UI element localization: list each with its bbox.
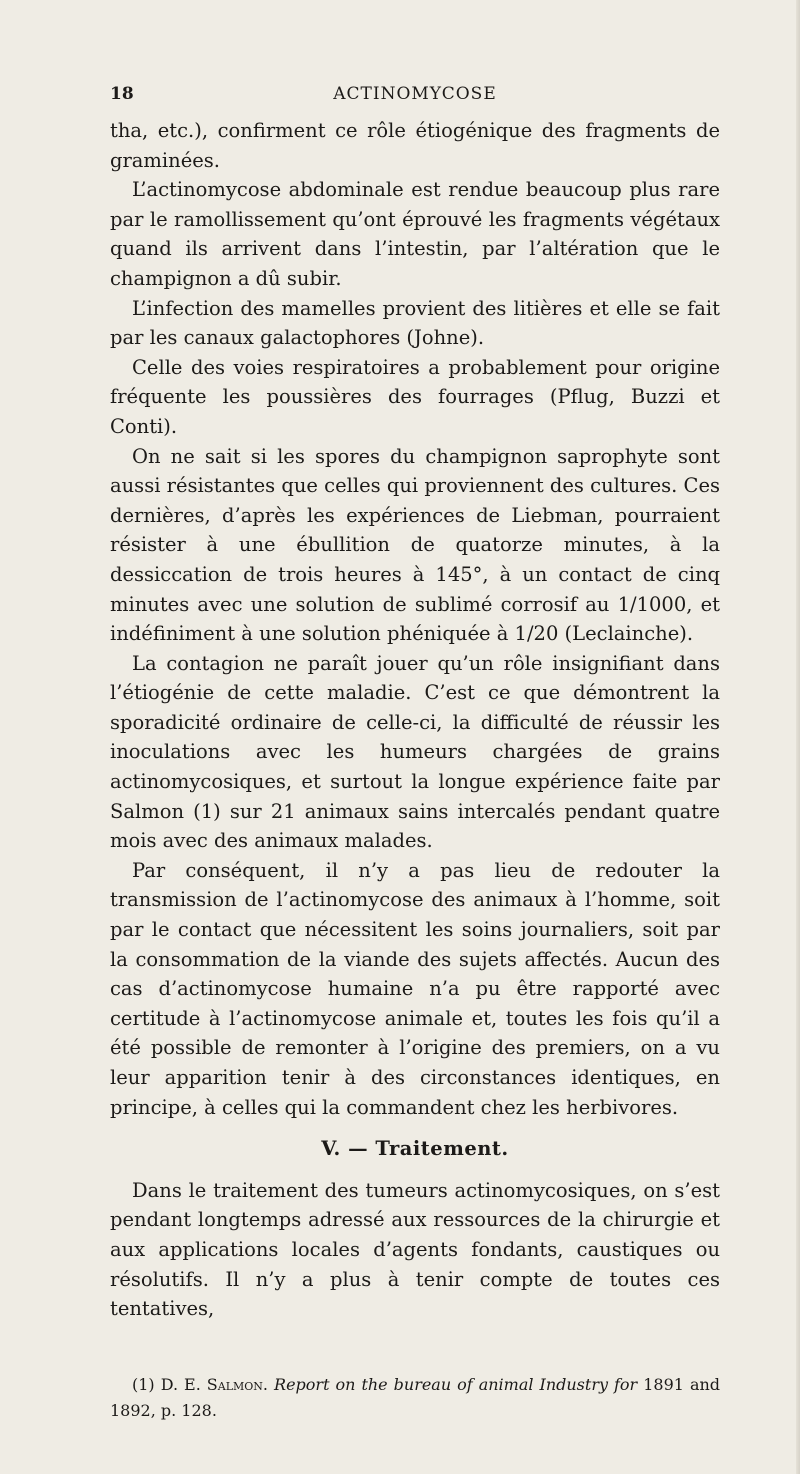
main-text [110,116,720,1324]
paragraph-2: L’actinomycose abdominale est rendue beaucoup plus rare par le ramollissement qu’ont éprouvé les fragments végétaux quand ils arrivent dans l’intestin, par l’altération que le champignon a dû subir. [110,178,720,290]
paragraph-6: La contagion ne paraît jouer qu’un rôle insignifiant dans l’étiogénie de cette maladie. C’est ce que démontrent la sporadicité ordinaire de celle-ci, la difficulté de réussir les inoculations avec les humeurs chargées de grains actinomycosiques, et surtout la longue expérience faite par Salmon (1) sur 21 animaux sains intercalés pendant quatre mois avec des animaux malades. [110,651,720,853]
footnote-author: D. E. Salmon. [160,1375,269,1394]
page-number: 18 [110,84,134,104]
page-edge-shadow [796,0,800,1474]
footnote-marker: (1) [132,1375,155,1394]
paragraph-1: tha, etc.), confirment ce rôle étiogénique des fragments de graminées. [110,119,720,172]
section-paragraph: Dans le traitement des tumeurs actinomycosiques, on s’est pendant longtemps adressé aux ressources de la chirurgie et aux applications locales d’agents fondants, caustiques ou résolutifs. Il n’y a plus à tenir compte de toutes ces tentatives, [110,1178,720,1321]
footnote [110,1372,720,1424]
page-header [110,84,720,110]
paragraph-4: Celle des voies respiratoires a probablement pour origine fréquente les poussières des fourrages (Pflug, Buzzi et Conti). [110,355,720,438]
section-heading: V. — Traitement. [321,1137,509,1161]
paragraph-3: L’infection des mamelles provient des litières et elle se fait par les canaux galactophores (Johne). [110,296,720,350]
running-title: ACTINOMYCOSE [333,84,497,104]
footnote-title: Report on the bureau of animal Industry for [274,1375,638,1394]
footnote-rest: 1891 and 1892, p. 128. [110,1375,721,1420]
paragraph-7: Par conséquent, il n’y a pas lieu de redouter la transmission de l’actinomycose des animaux à l’homme, soit par le contact que nécessitent les soins journaliers, soit par la consommation de la viande des sujets affectés. Aucun des cas d’actinomycose humaine n’a pu être rapporté avec certitude à l’actinomycose animale et, toutes les fois qu’il a été possible de remonter à l’origine des premiers, on a vu leur apparition tenir à des circonstances identiques, en principe, à celles qui la commandent chez les herbivores. [110,858,720,1119]
paragraph-5: On ne sait si les spores du champignon saprophyte sont aussi résistantes que celles qui proviennent des cultures. Ces dernières, d’après les expériences de Liebman, pourraient résister à une ébullition de quatorze minutes, à la dessiccation de trois heures à 145°, à un contact de cinq minutes avec une solution de sublimé corrosif au 1/1000, et indéfiniment à une solution phéniquée à 1/20 (Leclainche). [110,444,720,646]
